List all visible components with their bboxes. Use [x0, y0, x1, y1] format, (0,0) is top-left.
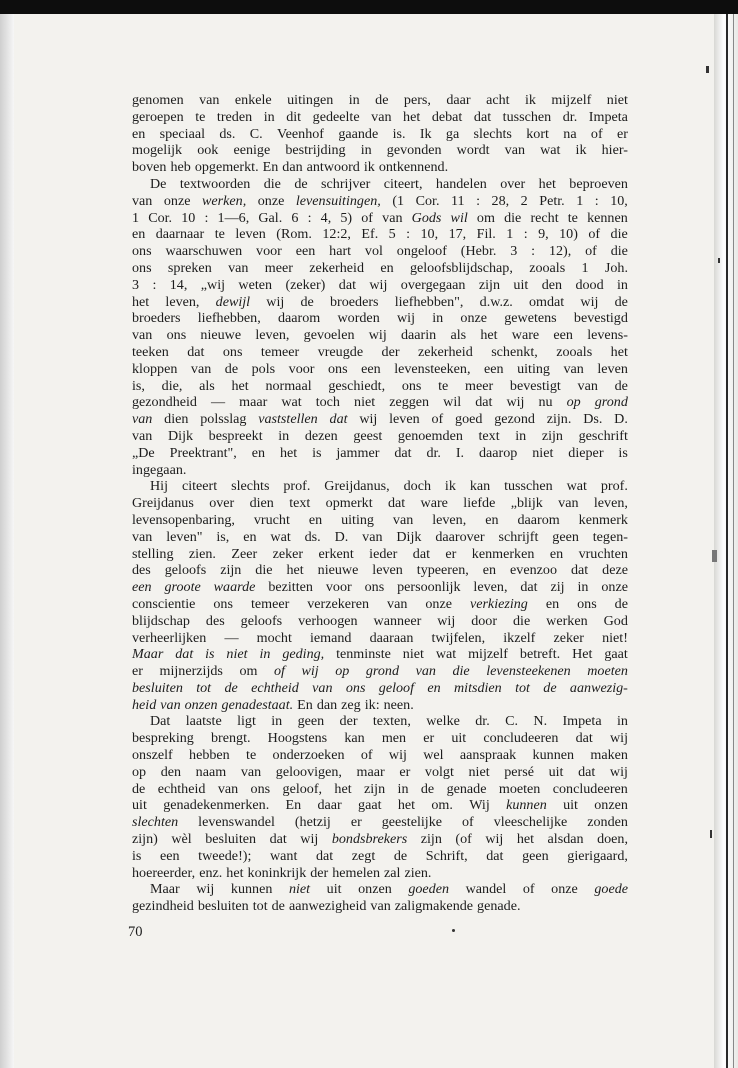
text-line: ons spreken van meer zekerheid en geloofsblijdschap, zooals 1 Joh.: [132, 259, 628, 276]
text-line: is een tweede!); want dat zegt de Schrift, dat geen gierigaard,: [132, 847, 628, 864]
text-line: genomen van enkele uitingen in de pers, daar acht ik mijzelf niet: [132, 92, 628, 108]
text-line: een groote waarde bezitten voor ons persoonlijk leven, dat zij in onze: [132, 579, 628, 596]
text-line: mogelijk ook eenige bestrijding in gevonden wordt van wat ik hier-: [132, 142, 628, 159]
text-line: het leven, dewijl wij de broeders liefhebben", d.w.z. omdat wij de: [132, 293, 628, 310]
text-line: De textwoorden die de schrijver citeert, handelen over het beproeven: [150, 175, 628, 192]
text-line: onszelf hebben te onderzoeken of wij wel aanspraak kunnen maken: [132, 747, 628, 764]
text-line: broeders liefhebben, daarom worden wij in onze gewetens bevestigd: [132, 310, 628, 327]
text-line: Maar wij kunnen niet uit onzen goeden wandel of onze goede: [150, 881, 628, 898]
scan-speck: [718, 258, 720, 263]
text-line: verheerlijken — mocht iemand daaraan twijfelen, ikzelf zeker niet!: [132, 629, 628, 646]
text-line: kloppen van de pols voor ons een levensteeken, een uiting van leven: [132, 360, 628, 377]
text-line: 3 : 14, „wij weten (zeker) dat wij overgegaan zijn uit den dood in: [132, 276, 628, 293]
text-line: conscientie ons temeer verzekeren van onze verkiezing en ons de: [132, 595, 628, 612]
text-line: blijdschap des geloofs verhoogen wanneer wij door die werken God: [132, 612, 628, 629]
text-line: op den naam van geloovigen, maar er volgt niet persé uit dat wij: [132, 763, 628, 780]
text-line: is, die, als het normaal geschiedt, ons te meer bevestigt van de: [132, 377, 628, 394]
scan-speck: [710, 830, 712, 838]
text-line: „De Preektrant", en het is jammer dat dr. I. daarop niet dieper is: [132, 444, 628, 461]
text-line: Greijdanus over dien text opmerkt dat ware liefde „blijk van leven,: [132, 495, 628, 512]
text-line: stelling zien. Zeer zeker erkent ieder dat er kenmerken en vruchten: [132, 545, 628, 562]
text-line: er mijnerzijds om of wij op grond van die levensteekenen moeten: [132, 663, 628, 680]
text-line: ingegaan.: [132, 461, 187, 478]
text-line: hoereerder, enz. het koninkrijk der hemelen zal zien.: [132, 864, 432, 881]
binding-line: [726, 14, 728, 1068]
text-line: en speciaal ds. C. Veenhof gaande is. Ik ga slechts kort na of er: [132, 125, 628, 142]
scan-speck: [706, 66, 709, 73]
text-line: Maar dat is niet in geding, tenminste niet wat mijzelf betreft. Het gaat: [132, 646, 628, 663]
text-line: Hij citeert slechts prof. Greijdanus, doch ik kan tusschen wat prof.: [150, 478, 628, 495]
text-line: zijn) wèl besluiten dat wij bondsbrekers zijn (of wij het alsdan doen,: [132, 831, 628, 848]
text-line: levensopenbaring, vrucht en uiting van leven, en daarom kenmerk: [132, 511, 628, 528]
text-line: boven heb opgemerkt. En dan antwoord ik ontkennend.: [132, 159, 449, 176]
scan-speck: [712, 550, 717, 562]
text-line: geroepen te treden in dit gedeelte van het debat dat tusschen dr. Impeta: [132, 108, 628, 125]
page-mark-dot: [452, 929, 455, 932]
text-line: van dien polsslag vaststellen dat wij leven of goed gezond zijn. Ds. D.: [132, 411, 628, 428]
text-line: van onze werken, onze levensuitingen, (1 Cor. 11 : 28, 2 Petr. 1 : 10,: [132, 192, 628, 209]
text-line: 1 Cor. 10 : 1—6, Gal. 6 : 4, 5) of van Gods wil om die recht te kennen: [132, 209, 628, 226]
text-line: van leven" is, en wat ds. D. van Dijk daarover schrijft geen tegen-: [132, 528, 628, 545]
text-line: bespreking brengt. Hoogstens kan men er uit concludeeren dat wij: [132, 730, 628, 747]
text-line: de echtheid van ons geloof, het zijn in de genade moeten concludeeren: [132, 780, 628, 797]
text-line: slechten levenswandel (hetzij er geestelijke of vleeschelijke zonden: [132, 814, 628, 831]
page-number: 70: [128, 924, 143, 940]
binding-line-thin: [733, 14, 734, 1068]
text-line: des geloofs zijn die het nieuwe leven typeeren, en evenzoo dat deze: [132, 562, 628, 579]
scan-left-margin: [0, 14, 14, 1068]
text-line: besluiten tot de echtheid van ons geloof en mitsdien tot de aanwezig-: [132, 679, 628, 696]
text-line: en daarnaar te leven (Rom. 12:2, Ef. 5 : 10, 17, Fil. 1 : 9, 10) of die: [132, 226, 628, 243]
text-line: gezindheid besluiten tot de aanwezigheid van zaligmakende genade.: [132, 898, 521, 915]
text-line: gezondheid — maar wat toch niet zeggen wil dat wij nu op grond: [132, 394, 628, 411]
text-line: uit genadekenmerken. En daar gaat het om. Wij kunnen uit onzen: [132, 797, 628, 814]
text-line: ons waarschuwen voor een hart vol ongeloof (Hebr. 3 : 12), of die: [132, 243, 628, 260]
text-line: teeken dat ons temeer vreugde der zekerheid schenkt, zooals het: [132, 343, 628, 360]
scan-top-border: [0, 0, 738, 14]
text-line: van ons nieuwe leven, gevoelen wij daarin als het ware een levens-: [132, 327, 628, 344]
body-text: [132, 92, 628, 915]
text-line: van Dijk bespreekt in dezen geest genoemden text in zijn geschrift: [132, 427, 628, 444]
text-line: Dat laatste ligt in geen der texten, welke dr. C. N. Impeta in: [150, 713, 628, 730]
text-line: heid van onzen genadestaat. En dan zeg ik: neen.: [132, 696, 414, 713]
